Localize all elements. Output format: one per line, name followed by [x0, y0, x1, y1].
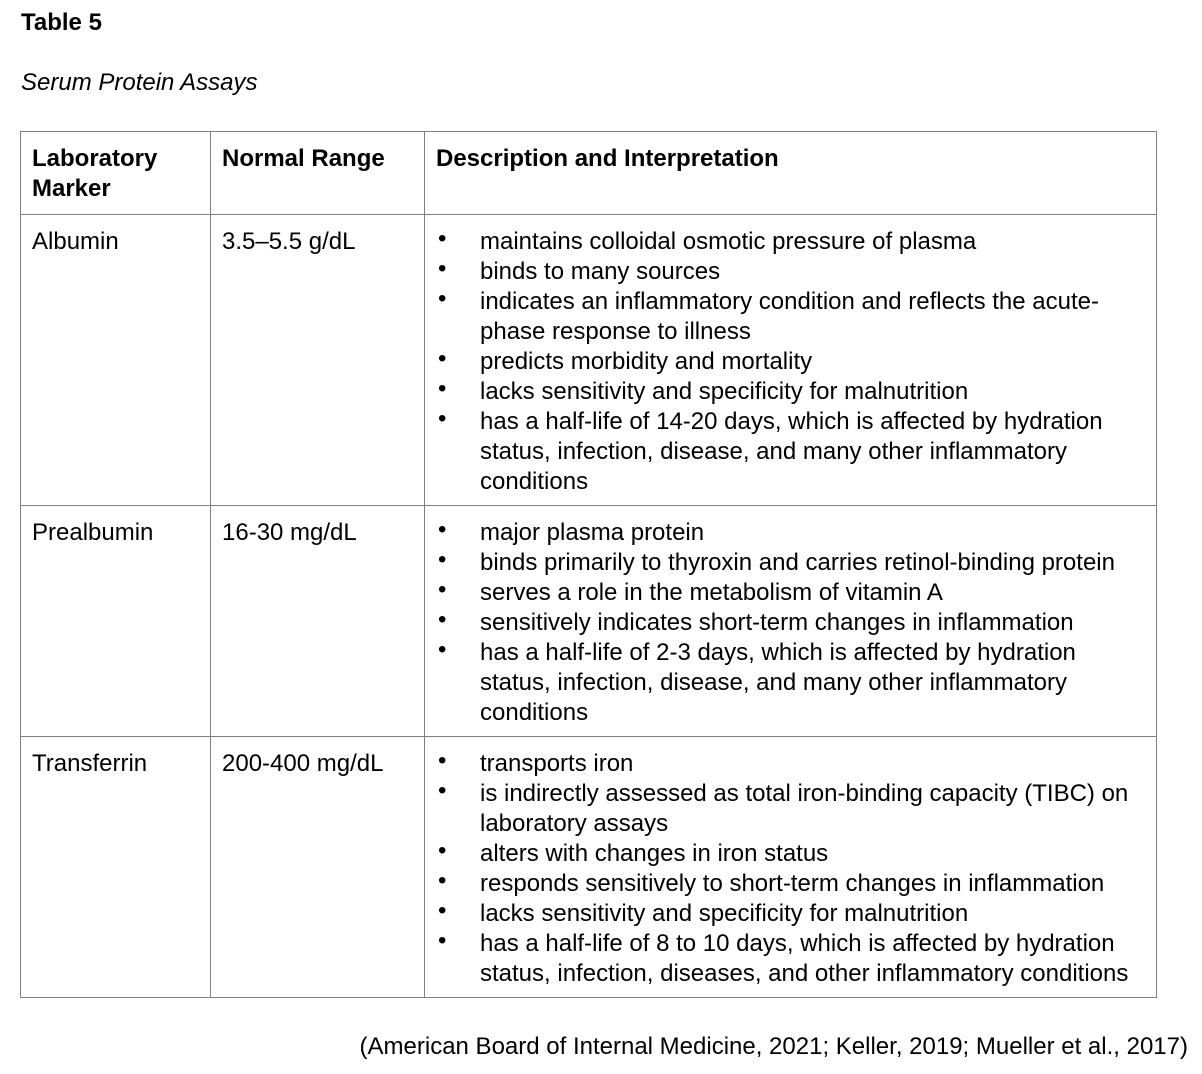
header-description: Description and Interpretation [425, 132, 1157, 215]
description-list [436, 227, 1146, 497]
list-item [436, 548, 1146, 578]
list-item-text: has a half-life of 14-20 days, which is affected by hydration status, infection, disease, and many other inflammatory conditions [480, 408, 1103, 495]
description-cell [425, 506, 1157, 737]
bullet-icon: • [438, 225, 447, 252]
list-item [436, 257, 1146, 287]
list-item-text: responds sensitively to short-term changes in inflammation [480, 870, 1105, 897]
table-title: Serum Protein Assays [21, 69, 258, 96]
bullet-icon: • [438, 345, 447, 372]
list-item [436, 638, 1146, 728]
list-item [436, 839, 1146, 869]
bullet-icon: • [438, 375, 447, 402]
list-item [436, 899, 1146, 929]
header-laboratory-marker: Laboratory Marker [21, 132, 211, 215]
list-item-text: predicts morbidity and mortality [480, 348, 813, 375]
bullet-icon: • [438, 285, 447, 312]
description-cell [425, 737, 1157, 998]
bullet-icon: • [438, 606, 447, 633]
bullet-icon: • [438, 576, 447, 603]
bullet-icon: • [438, 255, 447, 282]
list-item-text: binds to many sources [480, 258, 721, 285]
bullet-icon: • [438, 636, 447, 663]
list-item [436, 347, 1146, 377]
list-item-text: lacks sensitivity and specificity for malnutrition [480, 378, 969, 405]
list-item-text: has a half-life of 2-3 days, which is affected by hydration status, infection, disease, and many other inflammatory conditions [480, 639, 1076, 726]
list-item-text: is indirectly assessed as total iron-binding capacity (TIBC) on laboratory assays [480, 780, 1129, 837]
list-item-text: indicates an inflammatory condition and reflects the acute-phase response to illness [480, 288, 1099, 345]
list-item-text: transports iron [480, 750, 634, 777]
list-item-text: alters with changes in iron status [480, 840, 829, 867]
table-row-albumin [21, 215, 1157, 506]
table-row-prealbumin [21, 506, 1157, 737]
range-cell: 3.5–5.5 g/dL [211, 215, 425, 506]
marker-cell: Prealbumin [21, 506, 211, 737]
bullet-icon: • [438, 405, 447, 432]
serum-protein-table [20, 131, 1157, 998]
list-item [436, 869, 1146, 899]
bullet-icon: • [438, 897, 447, 924]
header-normal-range: Normal Range [211, 132, 425, 215]
range-cell: 16-30 mg/dL [211, 506, 425, 737]
bullet-icon: • [438, 927, 447, 954]
description-list [436, 749, 1146, 989]
table-row-transferrin [21, 737, 1157, 998]
description-cell [425, 215, 1157, 506]
list-item-text: sensitively indicates short-term changes in inflammation [480, 609, 1074, 636]
bullet-icon: • [438, 777, 447, 804]
list-item-text: has a half-life of 8 to 10 days, which is affected by hydration status, infection, diseases, and other inflammatory conditions [480, 930, 1129, 987]
list-item [436, 578, 1146, 608]
list-item-text: maintains colloidal osmotic pressure of plasma [480, 228, 977, 255]
list-item [436, 608, 1146, 638]
list-item [436, 287, 1146, 347]
citation: (American Board of Internal Medicine, 2021; Keller, 2019; Mueller et al., 2017) [359, 1033, 1188, 1060]
bullet-icon: • [438, 837, 447, 864]
list-item-text: serves a role in the metabolism of vitamin A [480, 579, 943, 606]
list-item [436, 518, 1146, 548]
list-item [436, 749, 1146, 779]
bullet-icon: • [438, 516, 447, 543]
list-item [436, 377, 1146, 407]
list-item [436, 407, 1146, 497]
list-item [436, 929, 1146, 989]
list-item-text: binds primarily to thyroxin and carries retinol-binding protein [480, 549, 1115, 576]
list-item-text: lacks sensitivity and specificity for malnutrition [480, 900, 969, 927]
table-header-row [21, 132, 1157, 215]
bullet-icon: • [438, 546, 447, 573]
range-cell: 200-400 mg/dL [211, 737, 425, 998]
bullet-icon: • [438, 867, 447, 894]
list-item [436, 227, 1146, 257]
bullet-icon: • [438, 747, 447, 774]
marker-cell: Albumin [21, 215, 211, 506]
list-item [436, 779, 1146, 839]
list-item-text: major plasma protein [480, 519, 705, 546]
marker-cell: Transferrin [21, 737, 211, 998]
description-list [436, 518, 1146, 728]
table-number-label: Table 5 [21, 9, 102, 36]
